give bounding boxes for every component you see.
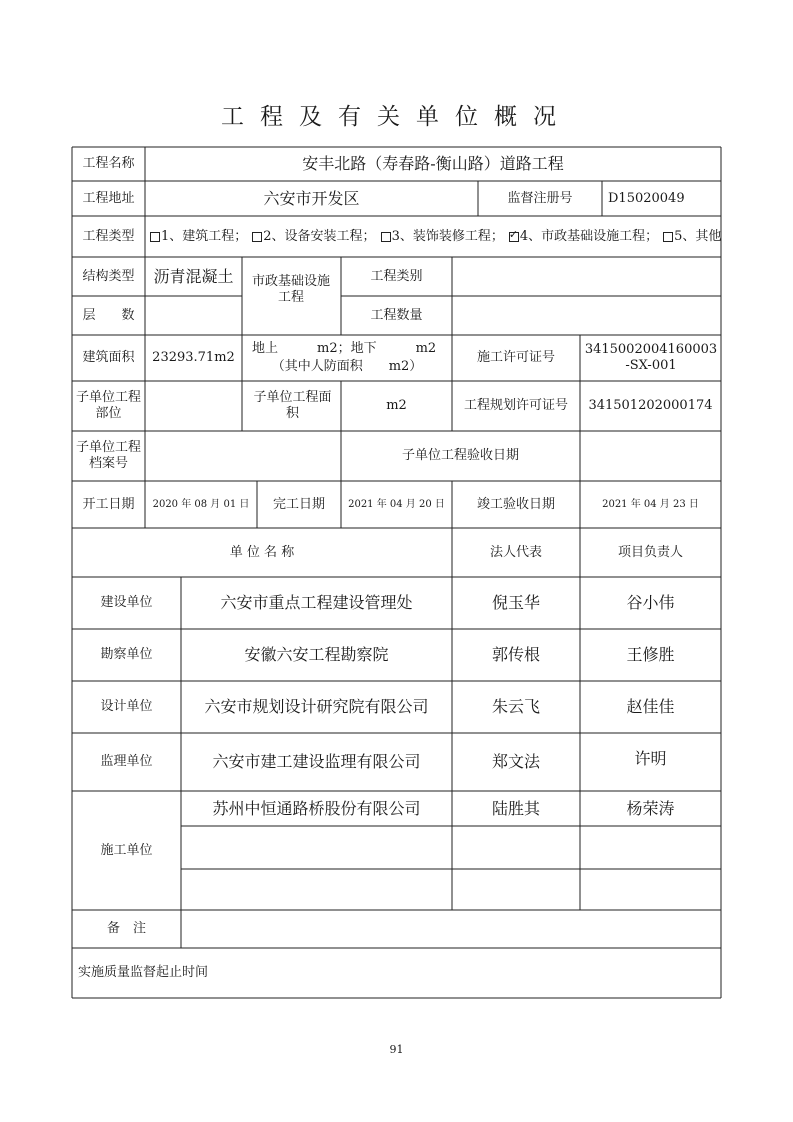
permit-value: 3415002004160003-SX-001 — [584, 342, 718, 373]
checkbox-icon — [252, 232, 262, 242]
page-title: 工程及有关单位概况 — [221, 104, 572, 130]
unit-manager: 谷小伟 — [626, 593, 675, 612]
start-date-label: 开工日期 — [82, 496, 135, 512]
floors-label: 层 数 — [82, 307, 135, 323]
unit-role: 监理单位 — [100, 754, 153, 769]
checkbox-icon — [381, 232, 391, 242]
supervision-number-label: 监督注册号 — [507, 190, 573, 206]
checkbox-icon — [150, 232, 160, 242]
subunit-part-label: 子单位工程部位 — [76, 390, 142, 421]
subunit-archive-label: 子单位工程档案号 — [76, 440, 142, 471]
supervision-period-label: 实施质量监督起止时间 — [78, 965, 209, 980]
subunit-area-unit: m2 — [386, 398, 407, 413]
project-manager-header: 项目负责人 — [617, 544, 683, 560]
project-category-value: 市政基础设施工程 — [252, 274, 331, 305]
unit-role: 勘察单位 — [100, 647, 153, 662]
type-option-installation: 2、设备安装工程； — [248, 229, 375, 245]
construction-unit-name — [181, 869, 452, 910]
unit-name-header: 单 位 名 称 — [229, 544, 295, 560]
unit-role: 设计单位 — [100, 699, 153, 714]
construction-unit-name: 苏州中恒通路桥股份有限公司 — [212, 798, 421, 818]
construction-manager — [580, 826, 721, 869]
building-area-label: 建筑面积 — [82, 350, 135, 365]
project-name-value: 安丰北路（寿春路-衡山路）道路工程 — [302, 154, 564, 173]
unit-name: 安徽六安工程勘察院 — [244, 645, 389, 664]
legal-rep-header: 法人代表 — [489, 544, 542, 560]
construction-manager — [580, 869, 721, 910]
finish-date-label: 完工日期 — [272, 496, 325, 512]
unit-name: 六安市规划设计研究院有限公司 — [204, 697, 429, 716]
unit-manager: 赵佳佳 — [626, 697, 675, 716]
permit-label: 施工许可证号 — [476, 350, 555, 365]
remarks-label: 备 注 — [106, 921, 146, 936]
unit-legal-rep: 郑文法 — [491, 752, 540, 771]
type-option-building: 1、建筑工程； — [146, 229, 247, 245]
type-option-other: 5、其他 — [659, 229, 721, 245]
project-type-label: 工程类型 — [82, 228, 135, 244]
type-option-municipal: ✓ 4、市政基础设施工程； — [505, 229, 658, 245]
structure-type-label: 结构类型 — [82, 268, 135, 284]
construction-legal-rep: 陆胜其 — [491, 798, 540, 818]
type-option-decoration: 3、装饰装修工程； — [377, 229, 504, 245]
construction-legal-rep — [452, 869, 580, 910]
unit-name: 六安市重点工程建设管理处 — [220, 593, 413, 612]
project-address-label: 工程地址 — [82, 190, 135, 206]
project-address-value: 六安市开发区 — [263, 188, 360, 208]
unit-legal-rep: 郭传根 — [491, 645, 540, 664]
finish-date-value: 2021 年 04 月 20 日 — [348, 498, 445, 510]
unit-name: 六安市建工建设监理有限公司 — [212, 752, 421, 771]
acceptance-date-value: 2021 年 04 月 23 日 — [602, 498, 699, 510]
supervision-number-value: D15020049 — [608, 190, 685, 206]
unit-legal-rep: 倪玉华 — [491, 593, 540, 612]
unit-manager: 许明 — [634, 749, 667, 768]
project-category-label: 工程类别 — [370, 268, 423, 284]
project-type-options — [146, 216, 720, 257]
construction-unit-name — [181, 826, 452, 869]
project-name-label: 工程名称 — [82, 156, 135, 171]
planning-permit-value: 341501202000174 — [588, 398, 713, 413]
building-area-value: 23293.71m2 — [152, 350, 235, 365]
construction-unit-role: 施工单位 — [100, 842, 153, 858]
planning-permit-label: 工程规划许可证号 — [463, 398, 568, 413]
acceptance-date-label: 竣工验收日期 — [476, 496, 555, 512]
checkbox-icon — [663, 232, 673, 242]
construction-legal-rep — [452, 826, 580, 869]
structure-type-value: 沥青混凝土 — [153, 266, 234, 286]
start-date-value: 2020 年 08 月 01 日 — [152, 498, 250, 510]
project-quantity-label: 工程数量 — [370, 307, 423, 323]
page-number: 91 — [389, 1043, 404, 1056]
construction-manager: 杨荣涛 — [626, 798, 675, 818]
unit-legal-rep: 朱云飞 — [491, 697, 540, 716]
unit-role: 建设单位 — [100, 595, 153, 610]
unit-manager: 王修胜 — [626, 645, 675, 664]
subunit-acceptance-label: 子单位工程验收日期 — [401, 448, 519, 463]
checked-checkbox-icon — [509, 232, 519, 242]
area-detail-line2: （其中人防面积 m2） — [271, 359, 423, 374]
area-detail-line1: 地上 m2；地下 m2 — [252, 341, 437, 356]
subunit-area-label: 子单位工程面积 — [253, 390, 332, 421]
